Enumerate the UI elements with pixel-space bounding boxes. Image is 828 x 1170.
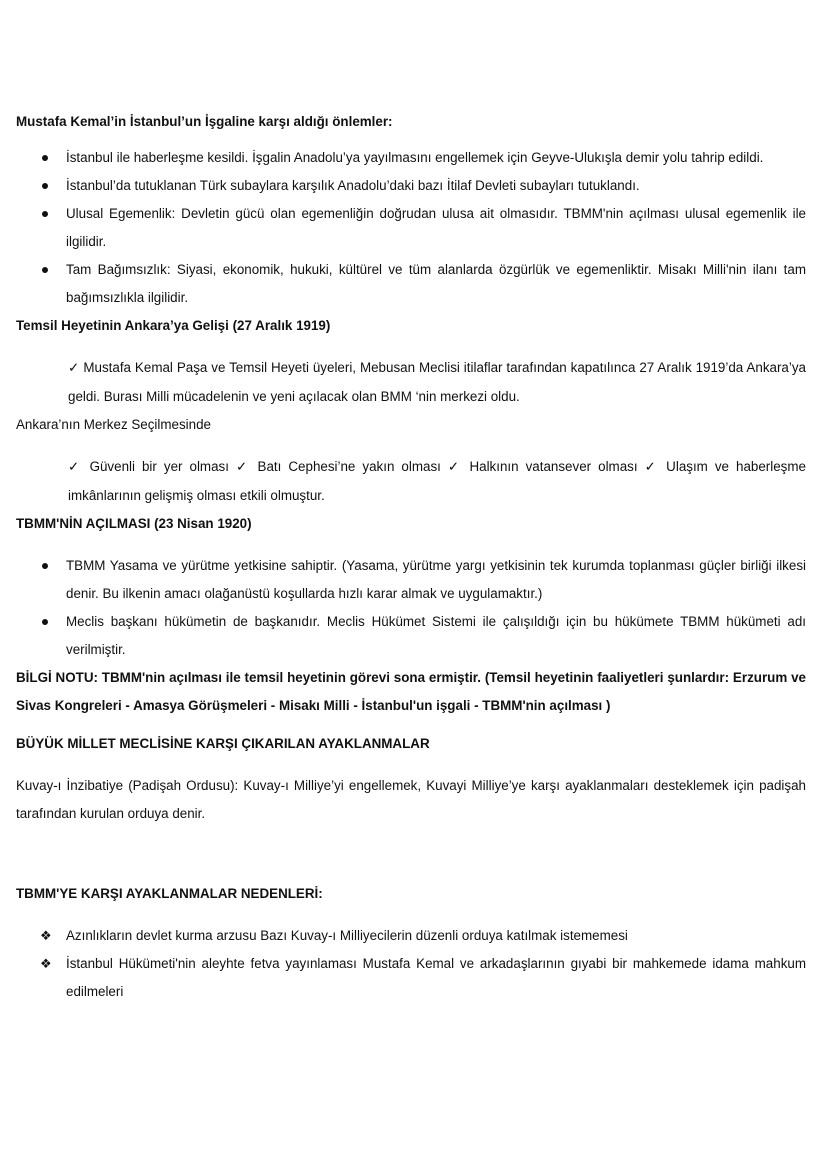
list-item: Tam Bağımsızlık: Siyasi, ekonomik, hukuki, kültürel ve tüm alanlarda özgürlük ve egemenliktir. Misakı Milli'nin ilanı tam bağımsızlıkla ilgilidir. xyxy=(16,256,806,312)
section-title-occupation-measures: Mustafa Kemal’in İstanbul’un İşgaline karşı aldığı önlemler: xyxy=(16,114,393,129)
bullet-dot-icon xyxy=(42,155,48,161)
check-icon: ✓ xyxy=(235,460,251,475)
bullet-dot-icon xyxy=(42,619,48,625)
check-icon: ✓ xyxy=(644,460,660,475)
list-item: ❖ Azınlıkların devlet kurma arzusu Bazı Kuvay-ı Milliyecilerin düzenli orduya katılmak istememesi xyxy=(16,922,806,950)
section-title-ankara-arrival: Temsil Heyetinin Ankara’ya Gelişi (27 Aralık 1919) xyxy=(16,318,331,333)
bullet-dot-icon xyxy=(42,267,48,273)
uprisings-paragraph: Kuvay-ı İnzibatiye (Padişah Ordusu): Kuvay-ı Milliye’yi engellemek, Kuvayi Milliye’ye karşı ayaklanmaları desteklemek için padişah tarafından kurulan orduya denir. xyxy=(16,778,806,821)
list-item: İstanbul’da tutuklanan Türk subaylara karşılık Anadolu’daki bazı İtilaf Devleti subayları tutuklandı. xyxy=(16,172,806,200)
ankara-center-reasons xyxy=(16,453,806,510)
reason-item: Batı Cephesi’ne yakın olması xyxy=(257,459,441,474)
section-title-uprisings: BÜYÜK MİLLET MECLİSİNE KARŞI ÇIKARILAN AYAKLANMALAR xyxy=(16,736,430,751)
reason-item: Halkının vatansever olması xyxy=(469,459,638,474)
section-title-tbmm-opening: TBMM'NİN AÇILMASI (23 Nisan 1920) xyxy=(16,516,252,531)
measures-list xyxy=(16,144,806,312)
bullet-dot-icon xyxy=(42,211,48,217)
reason-item: Güvenli bir yer olması xyxy=(89,459,229,474)
ankara-arrival-paragraph: ✓ Mustafa Kemal Paşa ve Temsil Heyeti üyeleri, Mebusan Meclisi itilaflar tarafından kapatılınca 27 Aralık 1919’da Ankara’ya geldi. Burası Milli mücadelenin ve yeni açılacak olan BMM ‘nin merkezi oldu. xyxy=(68,360,806,404)
list-item: Ulusal Egemenlik: Devletin gücü olan egemenliğin doğrudan ulusa ait olmasıdır. TBMM'nin açılması ulusal egemenlik ile ilgilidir. xyxy=(16,200,806,256)
reason-item: Ulaşım ve haberleşme imkânlarının gelişmiş olması etkili olmuştur. xyxy=(68,459,806,503)
list-item: İstanbul ile haberleşme kesildi. İşgalin Anadolu’ya yayılmasını engellemek için Geyve-Ulukışla demir yolu tahrip edildi. xyxy=(16,144,806,172)
section-title-uprising-reasons: TBMM'YE KARŞI AYAKLANMALAR NEDENLERİ: xyxy=(16,886,323,901)
check-icon: ✓ xyxy=(447,460,463,475)
check-icon: ✓ xyxy=(68,361,80,376)
list-item: Meclis başkanı hükümetin de başkanıdır. Meclis Hükümet Sistemi ile çalışıldığı için bu hükümete TBMM hükümeti adı verilmiştir. xyxy=(16,608,806,664)
section-title-ankara-center: Ankara’nın Merkez Seçilmesinde xyxy=(16,417,211,432)
diamond-bullet-icon: ❖ xyxy=(40,956,52,971)
document-page xyxy=(16,108,806,1006)
diamond-bullet-icon: ❖ xyxy=(40,928,52,943)
bullet-dot-icon xyxy=(42,183,48,189)
check-icon: ✓ xyxy=(68,460,83,475)
list-item: TBMM Yasama ve yürütme yetkisine sahiptir. (Yasama, yürütme yargı yetkisinin tek kurumda toplanması güçler birliği ilkesi denir. Bu ilkenin amacı olağanüstü koşullarda hızlı karar almak ve uygulamaktır.) xyxy=(16,552,806,608)
bullet-dot-icon xyxy=(42,563,48,569)
uprising-reasons-list xyxy=(16,922,806,1006)
tbmm-list xyxy=(16,552,806,664)
info-note: BİLGİ NOTU: TBMM'nin açılması ile temsil heyetinin görevi sona ermiştir. (Temsil heyetinin faaliyetleri şunlardır: Erzurum ve Sivas Kongreleri - Amasya Görüşmeleri - Misakı Milli - İstanbul'un işgali - TBMM'nin açılması ) xyxy=(16,670,806,713)
list-item: ❖ İstanbul Hükümeti'nin aleyhte fetva yayınlaması Mustafa Kemal ve arkadaşlarının gıyabi bir mahkemede idama mahkum edilmeleri xyxy=(16,950,806,1006)
